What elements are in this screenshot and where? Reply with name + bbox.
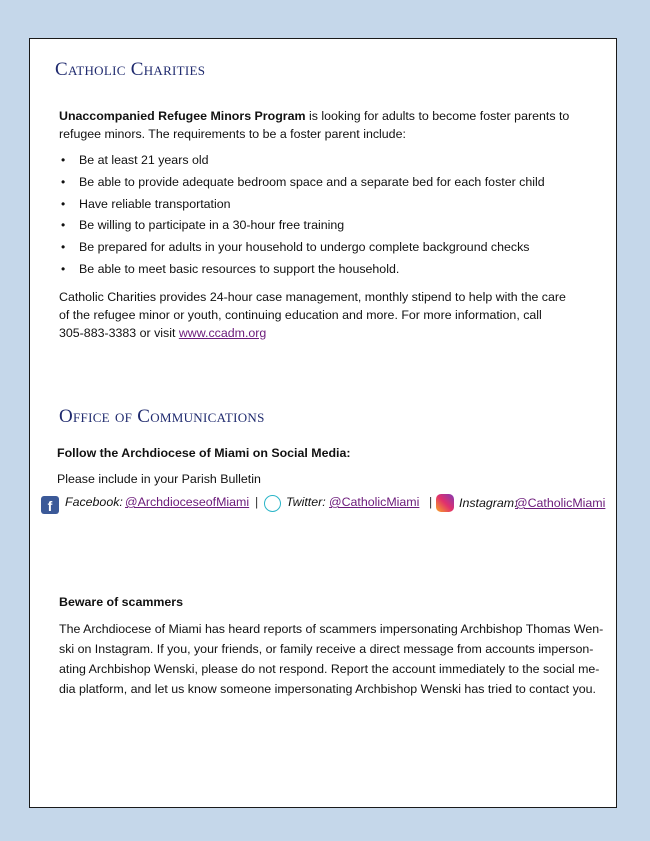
scam-line: ating Archbishop Wenski, please do not respond. Report the account immediately to the social me- [59,662,600,676]
facebook-link[interactable]: @ArchdioceseofMiami [125,495,250,509]
program-intro [59,107,599,143]
requirement-item: • Be prepared for adults in your household to undergo complete background checks [59,238,599,260]
requirement-item: • Be able to meet basic resources to support the household. [59,260,599,282]
scam-line: dia platform, and let us know someone impersonating Archbishop Wenski has tried to contact you. [59,682,596,696]
scam-body [59,619,604,699]
twitter-label: Twitter: [286,495,326,509]
social-follow-heading: Follow the Archdiocese of Miami on Social Media: [57,446,351,460]
scam-line: ski on Instagram. If you, your friends, or family receive a direct message from accounts imperson- [59,642,594,656]
scam-line: The Archdiocese of Miami has heard reports of scammers impersonating Archbishop Thomas Wen- [59,622,604,636]
closing-line: Catholic Charities provides 24-hour case management, monthly stipend to help with the care [59,290,566,304]
social-links-row [41,494,616,516]
program-intro-text-2: refugee minors. The requirements to be a foster parent include: [59,127,406,141]
facebook-icon: f [41,496,59,514]
requirements-list [59,151,599,282]
communications-title: Office of Communications [59,406,265,427]
requirement-item: • Be willing to participate in a 30-hour free training [59,216,599,238]
program-intro-text: is looking for adults to become foster parents to [305,109,570,123]
bulletin-page [29,38,617,808]
twitter-link[interactable]: @CatholicMiami [329,495,420,509]
scam-heading: Beware of scammers [59,595,183,609]
twitter-icon [264,495,281,512]
instagram-label: Instagram: [459,496,518,510]
charities-closing [59,288,604,342]
separator: | [255,495,259,509]
instagram-icon [436,494,454,512]
closing-line: 305-883-3383 or visit [59,326,179,340]
instagram-link[interactable]: @CatholicMiami [515,496,606,510]
program-name: Unaccompanied Refugee Minors Program [59,109,306,123]
bulletin-note: Please include in your Parish Bulletin [57,472,261,486]
requirement-item: • Have reliable transportation [59,195,599,217]
closing-line: of the refugee minor or youth, continuing education and more. For more information, call [59,308,542,322]
charities-website-link[interactable]: www.ccadm.org [178,326,267,340]
facebook-label: Facebook: [65,495,123,509]
requirement-item: • Be able to provide adequate bedroom space and a separate bed for each foster child [59,173,599,195]
separator: | [429,495,433,509]
requirement-item: • Be at least 21 years old [59,151,599,173]
catholic-charities-title: Catholic Charities [55,59,206,80]
